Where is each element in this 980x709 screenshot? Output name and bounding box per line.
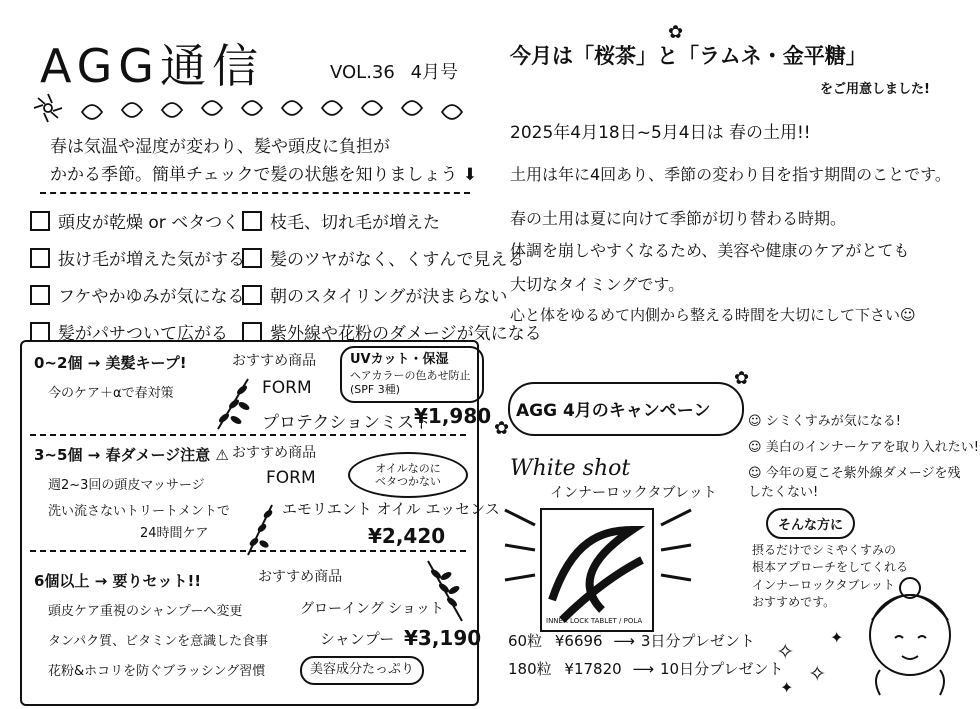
- intro-line-2: かかる季節。簡単チェックで髪の状態を知りましょう ⬇: [50, 165, 478, 185]
- checkbox-icon[interactable]: [242, 248, 262, 268]
- checklist-right: [242, 208, 542, 344]
- checkbox-icon[interactable]: [30, 248, 50, 268]
- issue-number: [330, 58, 458, 84]
- section-3-item: 花粉&ホコリを防ぐブラッシング習慣: [48, 664, 266, 679]
- offer-row: 180粒 ¥17820 ⟶ 10日分プレゼント: [508, 660, 784, 678]
- checkbox-icon[interactable]: [242, 322, 262, 342]
- section-2-item: 洗い流さないトリートメントで: [48, 504, 230, 519]
- vol-label: VOL.36: [330, 62, 395, 83]
- divider: [30, 434, 466, 436]
- checkbox-icon[interactable]: [30, 285, 50, 305]
- girl-illustration-icon: [850, 560, 970, 700]
- monthly-subtitle: をご用意しました!: [820, 82, 930, 97]
- campaign-product: インナーロックタブレット: [550, 485, 717, 501]
- body-line: 春の土用は夏に向けて季節が切り替わる時期。: [510, 209, 847, 228]
- section-1-item: 今のケア＋αで春対策: [48, 386, 174, 401]
- month-label: 4月号: [410, 62, 459, 83]
- checkbox-icon[interactable]: [30, 322, 50, 342]
- sparkle-icon: ✧: [808, 662, 827, 687]
- product-price: ¥2,420: [368, 524, 446, 548]
- product-tag: UVカット・保湿 ヘアカラーの色あせ防止 (SPF 3種): [340, 346, 484, 403]
- check-item[interactable]: 抜け毛が増えた気がする: [30, 245, 245, 270]
- sparkle-icon: ✦: [830, 628, 844, 647]
- product-brand: FORM: [266, 468, 316, 488]
- checklist-left: [30, 208, 245, 344]
- product-price: ¥3,190: [404, 626, 482, 650]
- recommend-label: おすすめ商品: [232, 445, 317, 461]
- leaf-branch-icon: [208, 374, 258, 434]
- body-line: 土用は年に4回あり、季節の変わり目を指す期間のことです。: [510, 165, 951, 184]
- face-icon: ☺: [748, 466, 762, 481]
- checkbox-icon[interactable]: [30, 211, 50, 231]
- product-name: シャンプー: [320, 630, 395, 648]
- campaign-bullet: ☺ 美白のインナーケアを取り入れたい!: [748, 440, 979, 455]
- flower-icon: ✿: [668, 22, 684, 43]
- recommend-label: おすすめ商品: [258, 569, 343, 585]
- section-1-header: 0~2個 → 美髪キープ!: [34, 354, 187, 372]
- section-3-item: タンパク質、ビタミンを意識した食事: [48, 634, 269, 649]
- campaign-title: AGG 4月のキャンペーン: [516, 401, 711, 421]
- leaf-branch-icon: [420, 556, 470, 626]
- check-item[interactable]: 髪のツヤがなく、くすんで見える: [242, 245, 542, 270]
- flower-icon: ✿: [734, 368, 750, 389]
- face-icon: ☺: [748, 414, 762, 429]
- product-price: ¥1,980: [414, 404, 492, 428]
- sparkle-lines-icon: [500, 500, 540, 610]
- product-tag: 美容成分たっぷり: [300, 656, 424, 685]
- recommend-label: おすすめ商品: [232, 353, 317, 369]
- doyo-date: 2025年4月18日~5月4日は 春の土用!!: [510, 123, 811, 143]
- check-item[interactable]: フケやかゆみが気になる: [30, 282, 245, 307]
- warning-icon: ⚠: [215, 446, 229, 464]
- check-item[interactable]: 頭皮が乾燥 or ベタつく: [30, 208, 245, 233]
- campaign-bullet: ☺ シミくすみが気になる!: [748, 414, 901, 429]
- campaign-reco: 摂るだけでシミやくすみの 根本アプローチをしてくれる インナーロックタブレット おすすめです。: [752, 543, 909, 610]
- intro-line-1: 春は気温や湿度が変わり、髪や頭皮に負担が: [50, 137, 390, 157]
- section-2-item: 週2~3回の頭皮マッサージ: [48, 478, 205, 493]
- section-2-item: 24時間ケア: [140, 526, 209, 541]
- divider: [40, 192, 470, 194]
- check-item[interactable]: 紫外線や花粉のダメージが気になる: [242, 319, 542, 344]
- section-3-item: 頭皮ケア重視のシャンプーへ変更: [48, 604, 243, 619]
- badge-sonnakata: そんな方に: [766, 508, 855, 539]
- sparkle-lines-icon: [656, 500, 696, 610]
- check-item[interactable]: 朝のスタイリングが決まらない: [242, 282, 542, 307]
- check-item[interactable]: 枝毛、切れ毛が増えた: [242, 208, 542, 233]
- checkbox-icon[interactable]: [242, 211, 262, 231]
- body-line: 心と体をゆるめて内側から整える時間を大切にして下さい☺: [510, 306, 916, 324]
- monthly-title: 今月は「桜茶」と「ラムネ・金平糖」: [510, 44, 867, 68]
- sparkle-icon: ✧: [776, 640, 795, 665]
- campaign-bullet: ☺ 今年の夏こそ紫外線ダメージを残したくない!: [748, 466, 961, 500]
- product-brand: グローイング ショット: [300, 601, 444, 617]
- sakura-garland-icon: [22, 86, 482, 126]
- product-name: プロテクションミスト: [262, 413, 431, 433]
- product-name: エモリエント オイル エッセンス: [282, 500, 500, 518]
- newsletter-title: AGG通信: [40, 39, 264, 93]
- product-brand: FORM: [262, 378, 312, 398]
- face-icon: ☺: [748, 440, 762, 455]
- product-tag: オイルなのに ベタつかない: [348, 452, 468, 498]
- brand-script: White shot: [510, 456, 631, 481]
- product-box-illustration: INNER LOCK TABLET / POLA: [540, 508, 654, 632]
- body-line: 大切なタイミングです。: [510, 275, 685, 294]
- offer-row: 60粒 ¥6696 ⟶ 3日分プレゼント: [508, 632, 755, 650]
- divider: [30, 550, 466, 552]
- arrow-down-icon: ⬇: [462, 165, 478, 185]
- section-3-header: 6個以上 → 要りセット!!: [34, 572, 202, 590]
- sparkle-icon: ✦: [780, 678, 794, 697]
- check-item[interactable]: 髪がパサついて広がる: [30, 319, 245, 344]
- flower-icon: ✿: [494, 418, 510, 439]
- section-2-header: 3~5個 → 春ダメージ注意 ⚠: [34, 446, 229, 464]
- body-line: 体調を崩しやすくなるため、美容や健康のケアがとても: [510, 241, 910, 260]
- checkbox-icon[interactable]: [242, 285, 262, 305]
